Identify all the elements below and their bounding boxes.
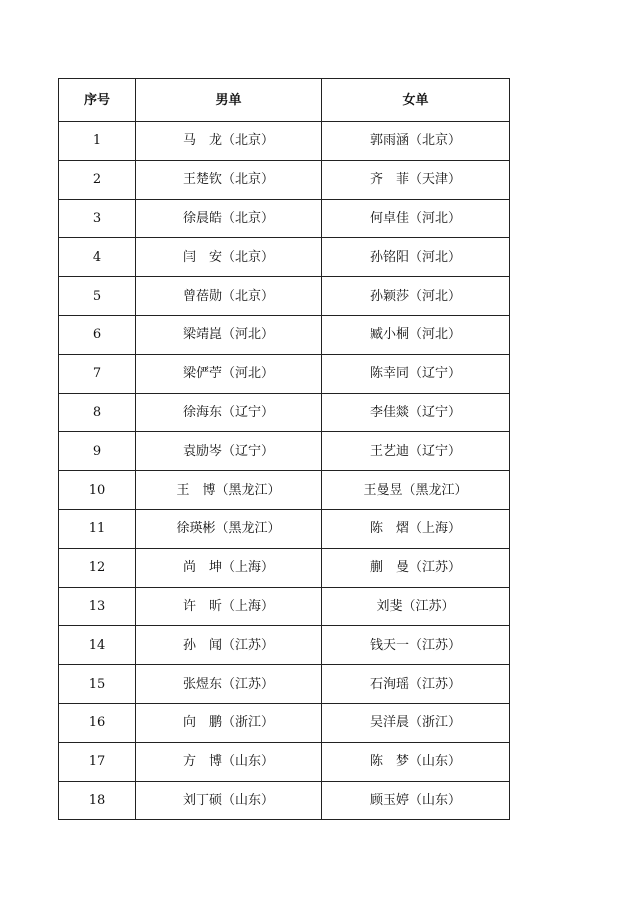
mens-player: 徐瑛彬（黑龙江） — [136, 509, 322, 548]
mens-player: 王 博（黑龙江） — [136, 471, 322, 510]
table-row — [59, 665, 510, 704]
mens-player: 王楚钦（北京） — [136, 160, 322, 199]
womens-player: 顾玉婷（山东） — [322, 781, 510, 820]
mens-player: 许 昕（上海） — [136, 587, 322, 626]
row-index: 2 — [59, 160, 136, 199]
row-index: 18 — [59, 781, 136, 820]
womens-player: 钱天一（江苏） — [322, 626, 510, 665]
womens-player: 李佳燚（辽宁） — [322, 393, 510, 432]
table-row — [59, 354, 510, 393]
row-index: 10 — [59, 471, 136, 510]
row-index: 1 — [59, 122, 136, 161]
table-row — [59, 199, 510, 238]
womens-player: 何卓佳（河北） — [322, 199, 510, 238]
row-index: 8 — [59, 393, 136, 432]
table-header-row — [59, 79, 510, 122]
womens-player: 蒯 曼（江苏） — [322, 548, 510, 587]
table-row — [59, 238, 510, 277]
row-index: 5 — [59, 277, 136, 316]
table-row — [59, 471, 510, 510]
womens-player: 王艺迪（辽宁） — [322, 432, 510, 471]
header-mens-singles: 男单 — [136, 79, 322, 122]
mens-player: 闫 安（北京） — [136, 238, 322, 277]
womens-player: 陈幸同（辽宁） — [322, 354, 510, 393]
mens-player: 马 龙（北京） — [136, 122, 322, 161]
womens-player: 陈 梦（山东） — [322, 742, 510, 781]
row-index: 4 — [59, 238, 136, 277]
row-index: 11 — [59, 509, 136, 548]
table-row — [59, 703, 510, 742]
mens-player: 袁励岑（辽宁） — [136, 432, 322, 471]
table-row — [59, 742, 510, 781]
womens-player: 齐 菲（天津） — [322, 160, 510, 199]
table-row — [59, 277, 510, 316]
table-row — [59, 160, 510, 199]
mens-player: 孙 闻（江苏） — [136, 626, 322, 665]
table-row — [59, 393, 510, 432]
mens-player: 向 鹏（浙江） — [136, 703, 322, 742]
table-row — [59, 122, 510, 161]
table-row — [59, 548, 510, 587]
mens-player: 曾蓓勋（北京） — [136, 277, 322, 316]
row-index: 12 — [59, 548, 136, 587]
roster-table — [58, 78, 510, 820]
header-womens-singles: 女单 — [322, 79, 510, 122]
table-row — [59, 626, 510, 665]
table-row — [59, 587, 510, 626]
womens-player: 陈 熠（上海） — [322, 509, 510, 548]
table-row — [59, 315, 510, 354]
mens-player: 张煜东（江苏） — [136, 665, 322, 704]
mens-player: 梁靖崑（河北） — [136, 315, 322, 354]
mens-player: 徐晨皓（北京） — [136, 199, 322, 238]
table-row — [59, 781, 510, 820]
table-row — [59, 509, 510, 548]
womens-player: 孙铭阳（河北） — [322, 238, 510, 277]
row-index: 9 — [59, 432, 136, 471]
row-index: 7 — [59, 354, 136, 393]
header-index: 序号 — [59, 79, 136, 122]
row-index: 17 — [59, 742, 136, 781]
mens-player: 尚 坤（上海） — [136, 548, 322, 587]
row-index: 6 — [59, 315, 136, 354]
womens-player: 刘斐（江苏） — [322, 587, 510, 626]
row-index: 15 — [59, 665, 136, 704]
mens-player: 徐海东（辽宁） — [136, 393, 322, 432]
womens-player: 臧小桐（河北） — [322, 315, 510, 354]
row-index: 16 — [59, 703, 136, 742]
mens-player: 刘丁硕（山东） — [136, 781, 322, 820]
mens-player: 方 博（山东） — [136, 742, 322, 781]
row-index: 3 — [59, 199, 136, 238]
womens-player: 郭雨涵（北京） — [322, 122, 510, 161]
mens-player: 梁俨苧（河北） — [136, 354, 322, 393]
womens-player: 孙颖莎（河北） — [322, 277, 510, 316]
womens-player: 石洵瑶（江苏） — [322, 665, 510, 704]
row-index: 13 — [59, 587, 136, 626]
womens-player: 吴洋晨（浙江） — [322, 703, 510, 742]
womens-player: 王曼昱（黑龙江） — [322, 471, 510, 510]
row-index: 14 — [59, 626, 136, 665]
table-row — [59, 432, 510, 471]
